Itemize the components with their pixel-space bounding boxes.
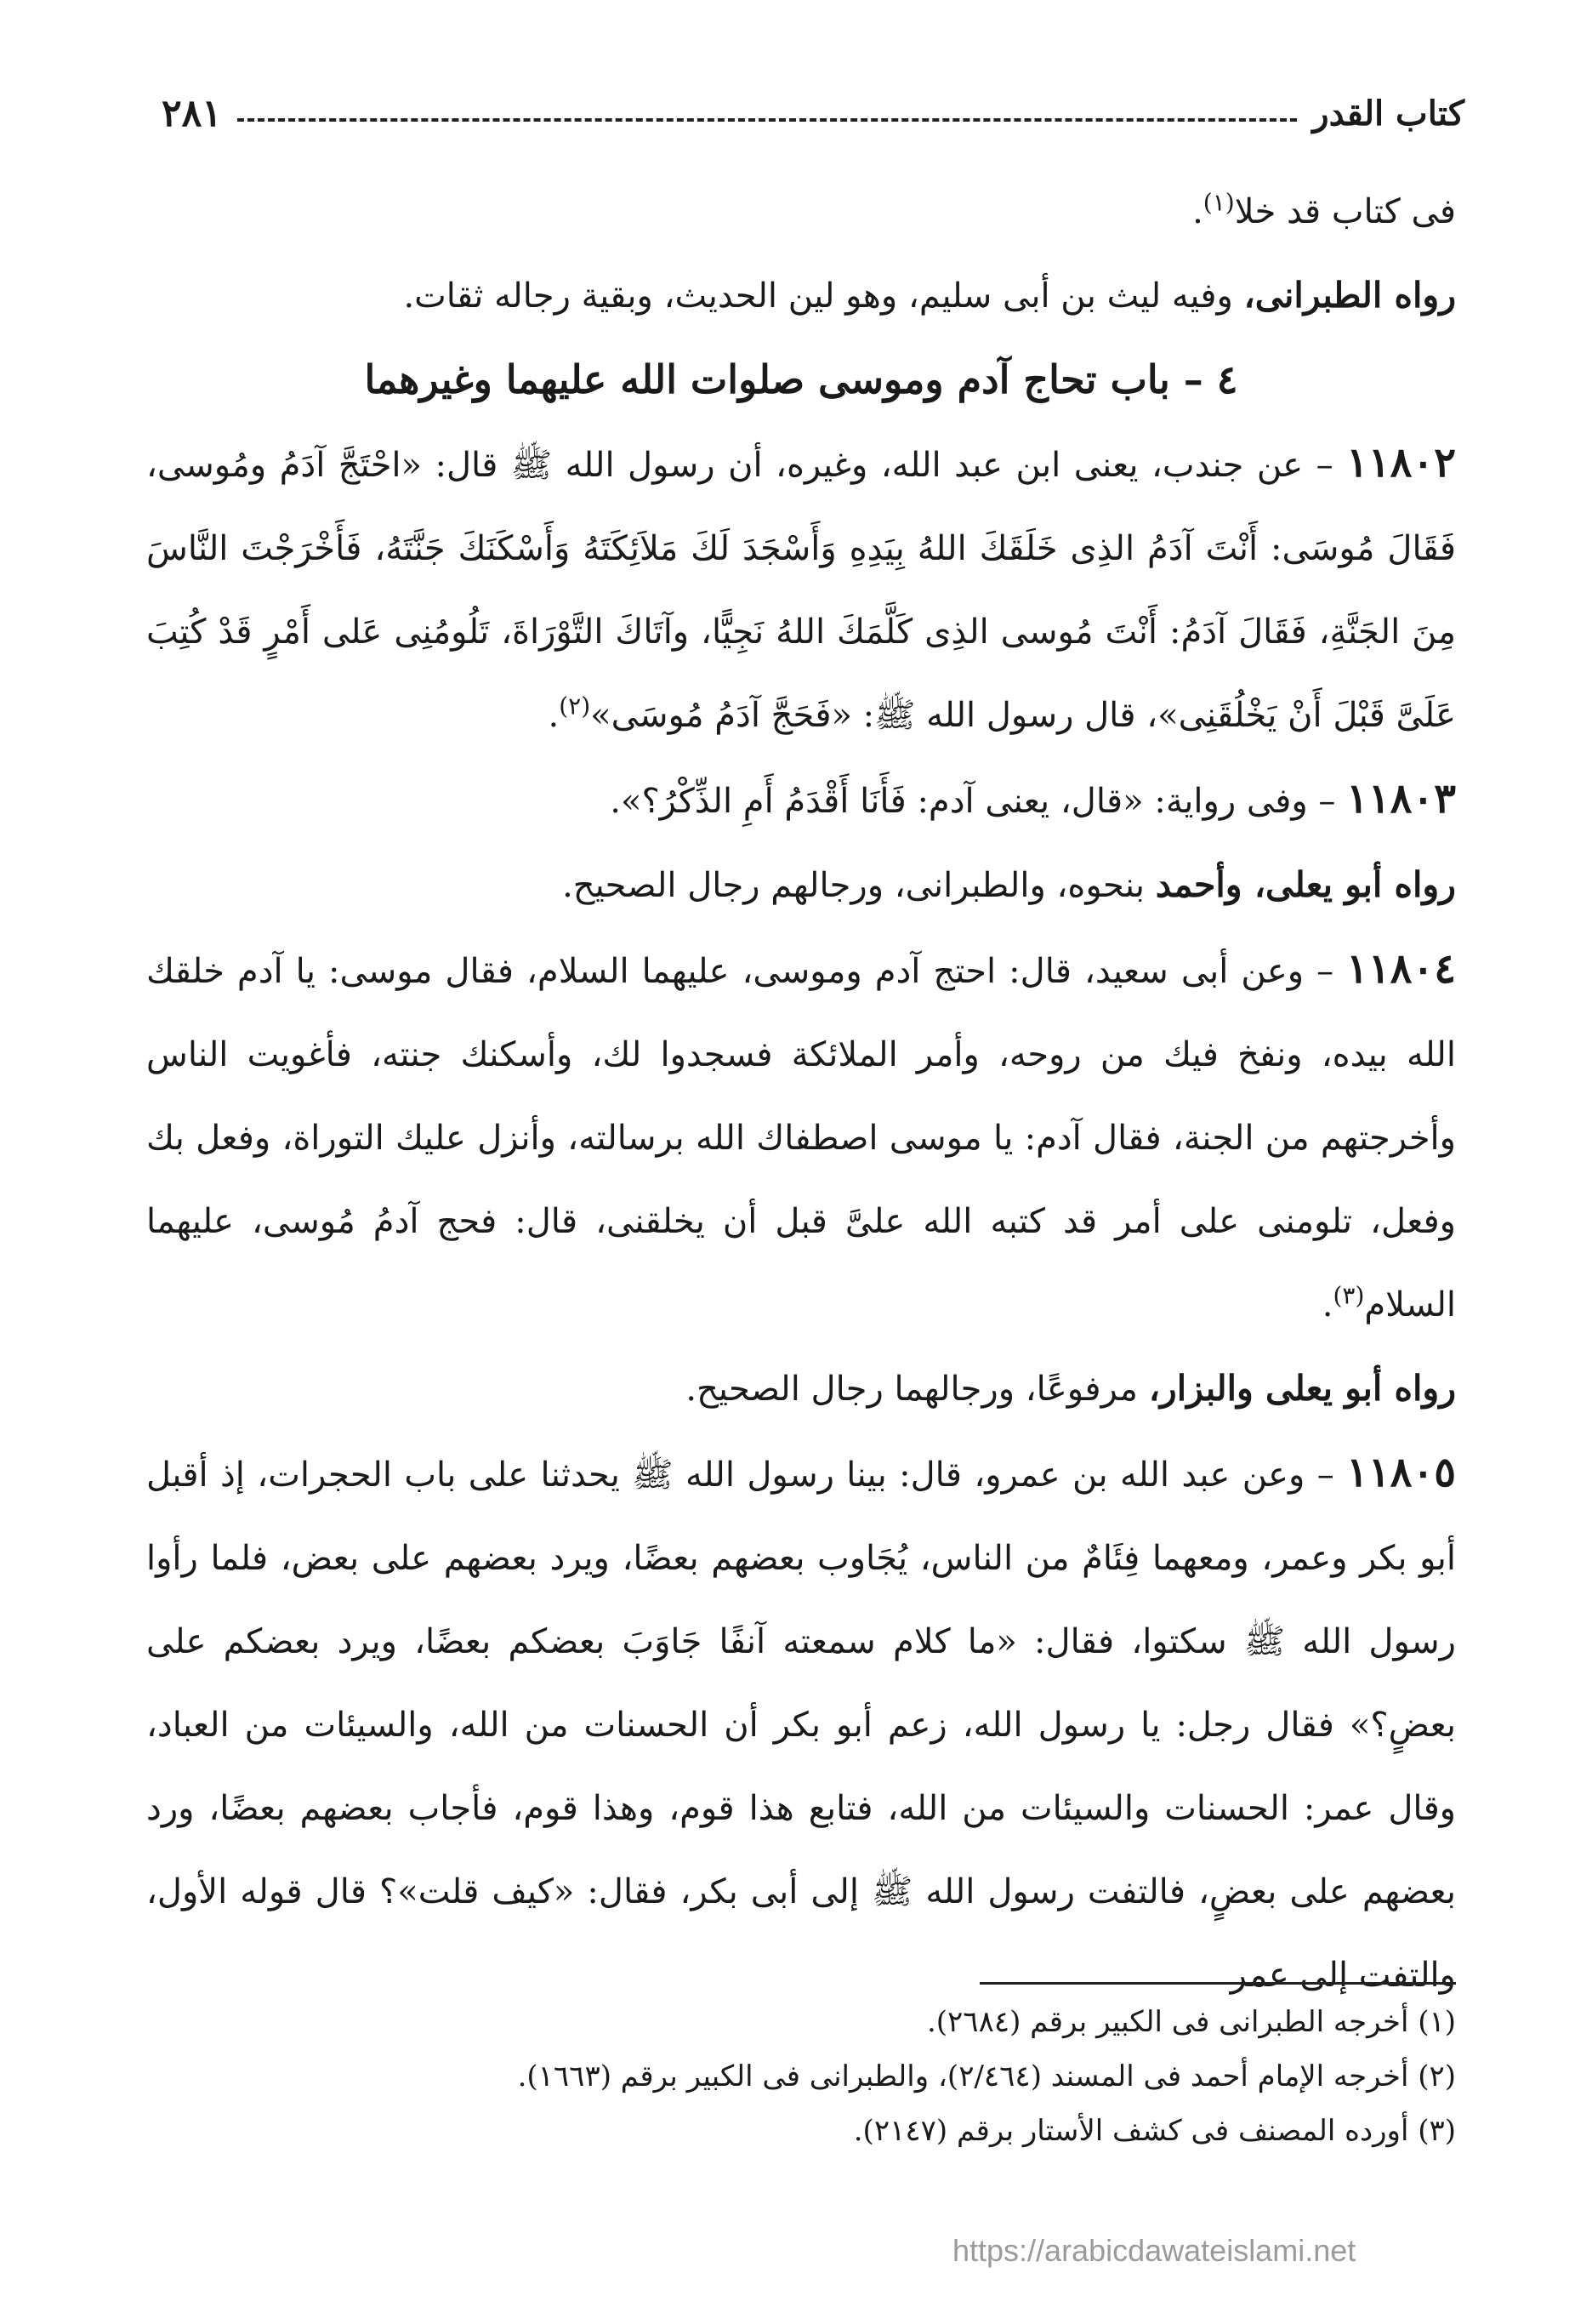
source-name: رواه أبو يعلى، وأحمد: [1155, 864, 1456, 905]
paragraph-continuation: [146, 170, 1456, 253]
hadith-number: ١١٨٠٥: [1346, 1449, 1457, 1496]
hadith-end: .: [1322, 1285, 1333, 1324]
hadith-number: ١١٨٠٤: [1346, 945, 1456, 993]
watermark-url: https://arabicdawateislami.net: [952, 2233, 1356, 2268]
hadith-text: – وفى رواية: «قال، يعنى آدم: فَأَنَا أَقْدَمُ أَمِ الذِّكْرُ؟».: [610, 782, 1347, 821]
footnote-ref: (٢): [559, 692, 591, 721]
footnote: (٣) أورده المصنف فى كشف الأستار برقم (٢١٤٧).: [853, 2114, 1456, 2148]
source-note: [146, 1347, 1456, 1431]
header-dash-rule: [237, 118, 1297, 122]
hadith-text: – وعن عبد الله بن عمرو، قال: بينا رسول الله ﷺ يحدثنا على باب الحجرات، إذ أقبل أبو بكر وعمر، ومعهما فِئَامٌ من الناس، يُجَاوب بعضهم بعضًا، ويرد بعضهم على بعض، فلما رأوا رسول الله ﷺ سكتوا، فقال: «ما كلام سمعته آنفًا جَاوَبَ بعضكم بعضًا، ويرد بعضكم على بعضٍ؟» فقال رجل: يا رسول الله، زعم أبو بكر أن الحسنات من الله، والسيئات من العباد، وقال عمر: الحسنات والسيئات من الله، فتابع هذا قوم، وهذا قوم، فأجاب بعضهم بعضًا، ورد بعضهم على بعضٍ، فالتفت رسول الله ﷺ إلى أبى بكر، فقال: «كيف قلت»؟ قال قوله الأول، والتفت إلى عمر: [146, 1455, 1457, 1995]
running-header: [162, 83, 1464, 143]
footnotes: [146, 1995, 1456, 2158]
source-name: رواه أبو يعلى والبزار،: [1148, 1368, 1456, 1409]
source-name: رواه الطبرانى،: [1243, 275, 1456, 316]
book-title: كتاب القدر: [1312, 93, 1464, 134]
main-text: [146, 170, 1456, 2017]
hadith-end: .: [548, 696, 560, 735]
hadith-entry: [146, 927, 1456, 1347]
hadith-entry: [146, 1431, 1456, 2017]
source-note: [146, 253, 1456, 338]
hadith-text: – عن جندب، يعنى ابن عبد الله، وغيره، أن رسول الله ﷺ قال: «احْتَجَّ آدَمُ ومُوسى، فَقَالَ مُوسَى: أَنْتَ آدَمُ الذِى خَلَقَكَ اللهُ بِيَدِهِ وَأَسْجَدَ لَكَ مَلاَئِكَتَهُ وَأَسْكَنَكَ جَنَّتَهُ، فَأَخْرَجْتَ النَّاسَ مِنَ الجَنَّةِ، فَقَالَ آدَمُ: أَنْتَ مُوسى الذِى كَلَّمَكَ اللهُ نَجِيًّا، وآتَاكَ التَّوْرَاةَ، تَلُومُنِى عَلى أَمْرٍ قَدْ كُتِبَ عَلَىَّ قَبْلَ أَنْ يَخْلُقَنِى»، قال رسول الله ﷺ: «فَحَجَّ آدَمُ مُوسَى»: [146, 446, 1456, 735]
footnote-divider: [980, 1982, 1456, 1985]
source-note: [146, 843, 1456, 927]
hadith-entry: [146, 421, 1456, 757]
source-text: وفيه ليث بن أبى سليم، وهو لين الحديث، وبقية رجاله ثقات.: [403, 276, 1244, 316]
paragraph-end: .: [1192, 192, 1203, 231]
source-text: بنحوه، والطبرانى، ورجالهم رجال الصحيح.: [562, 866, 1156, 905]
source-text: مرفوعًا، ورجالهما رجال الصحيح.: [685, 1370, 1149, 1409]
hadith-number: ١١٨٠٣: [1346, 775, 1456, 823]
hadith-entry: [146, 757, 1456, 843]
footnote-ref: (٣): [1333, 1281, 1365, 1310]
hadith-number: ١١٨٠٢: [1346, 439, 1456, 487]
hadith-text: – وعن أبى سعيد، قال: احتج آدم وموسى، عليهما السلام، فقال موسى: يا آدم خلقك الله بيده، ونفخ فيك من روحه، وأمر الملائكة فسجدوا لك، وأسكنك جنته، فأغويت الناس وأخرجتهم من الجنة، فقال آدم: يا موسى اصطفاك الله برسالته، وأنزل عليك التوراة، وفعل بك وفعل، تلومنى على أمر قد كتبه الله علىَّ قبل أن يخلقنى، قال: فحج آدمُ مُوسى، عليهما السلام: [146, 952, 1456, 1324]
page-number: ٢٨١: [162, 91, 222, 135]
footnote: (١) أخرجه الطبرانى فى الكبير برقم (٢٦٨٤).: [926, 2005, 1456, 2039]
footnote-ref: (١): [1203, 188, 1235, 217]
footnote: (٢) أخرجه الإمام أحمد فى المسند (٢/٤٦٤)، والطبرانى فى الكبير برقم (١٦٦٣).: [517, 2059, 1456, 2093]
paragraph-text: فى كتاب قد خلا: [1234, 192, 1456, 231]
chapter-title: ٤ – باب تحاج آدم وموسى صلوات الله عليهما وغيرهما: [364, 356, 1238, 402]
